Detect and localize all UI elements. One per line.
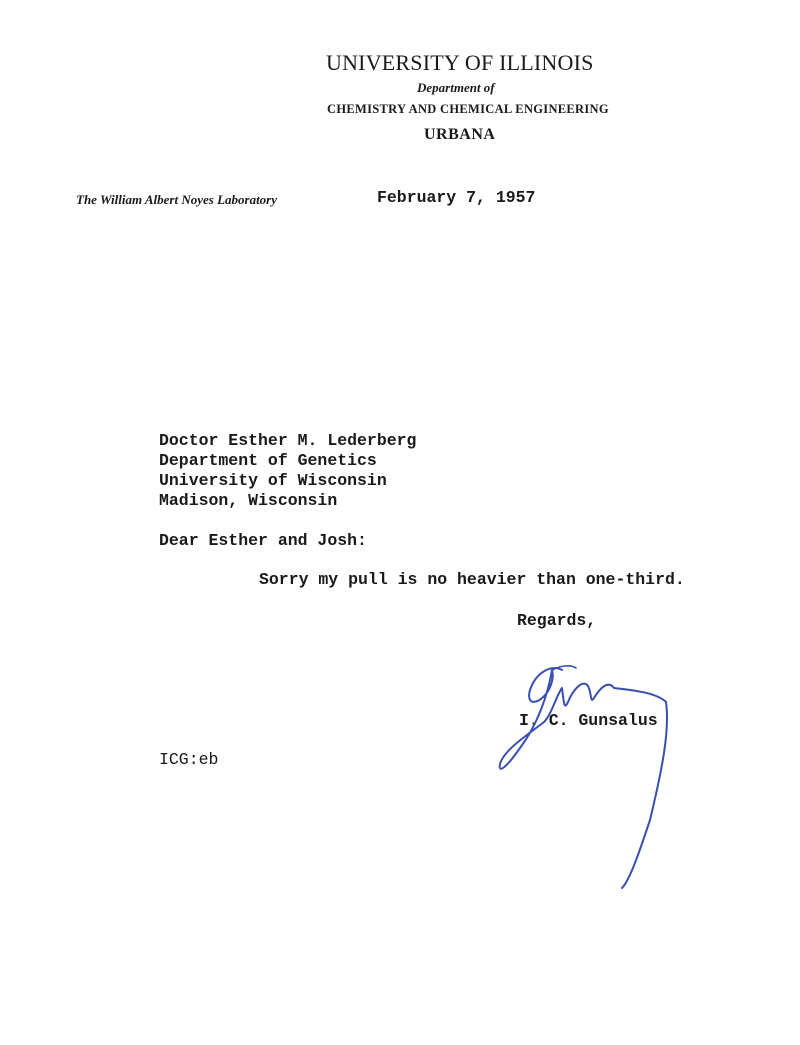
salutation: Dear Esther and Josh: <box>159 531 367 550</box>
letter-date: February 7, 1957 <box>377 188 536 207</box>
department-name: CHEMISTRY AND CHEMICAL ENGINEERING <box>327 102 609 116</box>
laboratory-name: The William Albert Noyes Laboratory <box>76 192 278 207</box>
signature-stroke <box>500 668 667 888</box>
city-name: URBANA <box>424 126 496 143</box>
recipient-line: University of Wisconsin <box>159 471 387 490</box>
letter-body: Sorry my pull is no heavier than one-third. <box>259 570 685 589</box>
closing: Regards, <box>517 611 597 630</box>
recipient-line: Madison, Wisconsin <box>159 491 338 510</box>
recipient-line: Department of Genetics <box>159 451 377 470</box>
signer-typed-name: I. C. Gunsalus <box>519 711 658 730</box>
recipient-line: Doctor Esther M. Lederberg <box>159 431 417 450</box>
recipient-address <box>159 431 416 511</box>
handwritten-signature <box>490 650 680 895</box>
department-of-label: Department of <box>417 80 495 95</box>
university-name: UNIVERSITY OF ILLINOIS <box>326 50 594 75</box>
signature-stroke <box>552 666 576 670</box>
reference-initials: ICG:eb <box>159 750 219 769</box>
